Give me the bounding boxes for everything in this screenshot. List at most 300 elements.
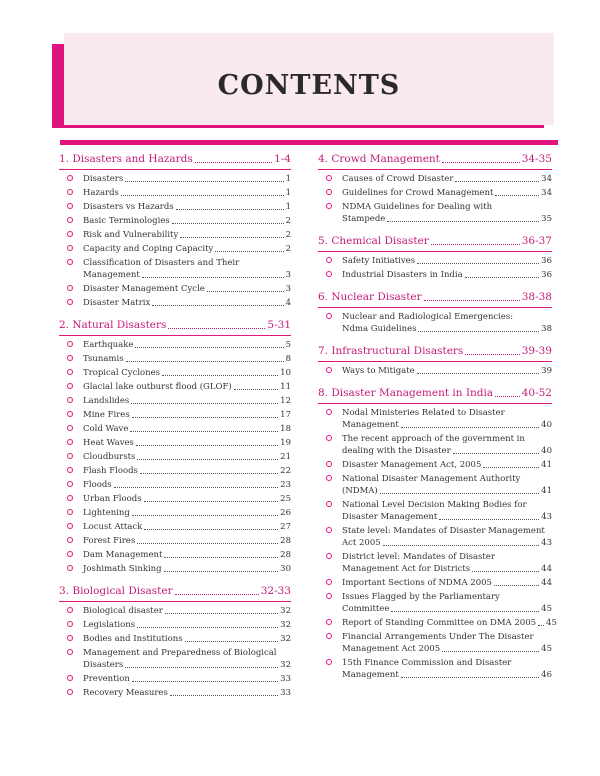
bullet-icon [67, 495, 73, 501]
toc-section [59, 318, 291, 575]
entry-title: Cloudbursts [83, 452, 136, 462]
entry-row [83, 605, 291, 617]
dot-leader [132, 681, 278, 682]
entry-page: 25 [280, 494, 291, 504]
toc-entry[interactable] [59, 229, 291, 241]
dot-leader [131, 403, 278, 404]
dot-leader [418, 331, 539, 332]
entry-page: 23 [280, 480, 291, 490]
toc-entry[interactable] [318, 631, 552, 655]
bullet-icon [67, 383, 73, 389]
toc-entry[interactable] [59, 339, 291, 351]
entry-row [342, 255, 552, 267]
dot-leader [172, 223, 284, 224]
section-pages: 40-52 [521, 387, 552, 399]
bullet-icon [67, 245, 73, 251]
entry-row [83, 283, 291, 295]
bullet-icon [67, 259, 73, 265]
dot-leader [424, 300, 520, 301]
toc-entry[interactable] [318, 473, 552, 497]
entry-title: Heat Waves [83, 438, 134, 448]
bullet-icon [67, 341, 73, 347]
entry-page: 2 [285, 216, 291, 226]
section-heading[interactable] [318, 234, 552, 252]
dot-leader [136, 445, 278, 446]
dot-leader [472, 571, 539, 572]
entry-title: Floods [83, 480, 112, 490]
entry-row [83, 243, 291, 255]
section-pages: 5-31 [267, 319, 291, 331]
dot-leader [144, 529, 278, 530]
bullet-icon [67, 439, 73, 445]
entry-title: Earthquake [83, 340, 134, 350]
toc-section [59, 584, 291, 699]
dot-leader [114, 487, 279, 488]
bullet-icon [326, 271, 332, 277]
bullet-icon [326, 527, 332, 533]
toc-entry[interactable] [59, 619, 291, 631]
entry-page: 33 [280, 674, 291, 684]
toc-entry[interactable] [318, 459, 552, 471]
entry-title: Act 2005 [342, 538, 381, 548]
dot-leader [215, 251, 283, 252]
entry-page: 1 [285, 174, 291, 184]
bullet-icon [67, 203, 73, 209]
bullet-icon [67, 649, 73, 655]
entry-row [83, 187, 291, 199]
toc-entry[interactable] [318, 499, 552, 523]
section-heading[interactable] [59, 318, 291, 336]
entry-title-line: National Level Decision Making Bodies for [342, 500, 527, 510]
entry-page: 1 [285, 188, 291, 198]
bullet-icon [67, 369, 73, 375]
entry-page: 3 [285, 284, 291, 294]
dot-leader [144, 501, 279, 502]
section-title: 1. Disasters and Hazards [59, 153, 193, 165]
bullet-icon [67, 285, 73, 291]
toc-entry[interactable] [59, 395, 291, 407]
toc-entry[interactable] [59, 451, 291, 463]
entry-row [342, 511, 552, 523]
entry-page: 2 [285, 230, 291, 240]
section-pages: 38-38 [521, 291, 552, 303]
entry-row [83, 507, 291, 519]
entry-row [83, 201, 291, 213]
section-pages: 36-37 [521, 235, 552, 247]
section-pages: 34-35 [521, 153, 552, 165]
entry-title: Lightening [83, 508, 130, 518]
dot-leader [494, 585, 539, 586]
entry-title: Glacial lake outburst flood (GLOF) [83, 382, 232, 392]
entry-title-line: Financial Arrangements Under The Disaster [342, 632, 534, 642]
dot-leader [465, 354, 519, 355]
entry-row [83, 535, 291, 547]
entry-title-line: Nodal Ministeries Related to Disaster [342, 408, 505, 418]
entry-row [342, 459, 552, 471]
toc-entry[interactable] [59, 243, 291, 255]
dot-leader [387, 221, 539, 222]
toc-entry[interactable] [59, 465, 291, 477]
toc-entry[interactable] [59, 687, 291, 699]
dot-leader [439, 519, 539, 520]
toc-entry[interactable] [318, 187, 552, 199]
toc-entry[interactable] [59, 381, 291, 393]
bullet-icon [67, 635, 73, 641]
dot-leader [455, 181, 539, 182]
bullet-icon [326, 189, 332, 195]
dot-leader [495, 195, 539, 196]
entry-row [342, 603, 552, 615]
entry-title: Important Sections of NDMA 2005 [342, 578, 492, 588]
entry-row [83, 353, 291, 365]
entry-row [83, 465, 291, 477]
dot-leader [137, 459, 278, 460]
bullet-icon [67, 425, 73, 431]
entry-page: 8 [285, 354, 291, 364]
toc-entry[interactable] [318, 657, 552, 681]
dot-leader [465, 277, 540, 278]
entry-title: Capacity and Coping Capacity [83, 244, 214, 254]
entry-row [83, 479, 291, 491]
entry-title-line: Nuclear and Radiological Emergencies: [342, 312, 514, 322]
entry-title-line: Issues Flagged by the Parliamentary [342, 592, 500, 602]
entry-page: 45 [541, 644, 552, 654]
toc-entry[interactable] [318, 269, 552, 281]
entry-row [83, 633, 291, 645]
entry-row [342, 669, 552, 681]
entry-title: Joshimath Sinking [83, 564, 162, 574]
entry-row [83, 673, 291, 685]
entry-title: Management [342, 420, 399, 430]
bullet-icon [67, 189, 73, 195]
entry-title: Disaster Matrix [83, 298, 151, 308]
dot-leader [431, 244, 520, 245]
entry-title-line: District level: Mandates of Disaster [342, 552, 495, 562]
dot-leader [137, 627, 278, 628]
toc-entry[interactable] [318, 201, 552, 225]
entry-row [83, 339, 291, 351]
dot-leader [442, 651, 539, 652]
dot-leader [195, 162, 272, 163]
entry-page: 26 [280, 508, 291, 518]
entry-title: Industrial Disasters in India [342, 270, 463, 280]
entry-row [83, 381, 291, 393]
toc-entry[interactable] [59, 673, 291, 685]
entry-title: Management Act 2005 [342, 644, 441, 654]
entry-row [342, 419, 552, 431]
toc-entry[interactable] [59, 605, 291, 617]
entry-page: 21 [280, 452, 291, 462]
entry-row [83, 521, 291, 533]
bullet-icon [67, 355, 73, 361]
bullet-icon [326, 579, 332, 585]
dot-leader [538, 625, 544, 626]
bullet-icon [67, 523, 73, 529]
entry-page: 44 [541, 564, 552, 574]
entry-title: Disasters vs Hazards [83, 202, 174, 212]
dot-leader [135, 347, 283, 348]
toc-entry[interactable] [59, 283, 291, 295]
entry-page: 32 [280, 634, 291, 644]
bullet-icon [67, 607, 73, 613]
entry-row [342, 563, 552, 575]
entry-title: Disaster Management [342, 512, 438, 522]
entry-page: 10 [280, 368, 291, 378]
toc-entry[interactable] [318, 407, 552, 431]
entry-page: 30 [280, 564, 291, 574]
section-title: 5. Chemical Disaster [318, 235, 429, 247]
bullet-icon [326, 203, 332, 209]
entry-title-line: The recent approach of the government in [342, 434, 525, 444]
entry-row [83, 297, 291, 309]
entry-title: Cold Wave [83, 424, 129, 434]
bullet-icon [326, 461, 332, 467]
dot-leader [165, 613, 278, 614]
toc-entry[interactable] [59, 647, 291, 671]
toc-entry[interactable] [59, 173, 291, 185]
section-heading[interactable] [318, 344, 552, 362]
entry-page: 45 [546, 618, 557, 628]
toc-entry[interactable] [318, 577, 552, 589]
bullet-icon [326, 313, 332, 319]
entry-title: Tropical Cyclones [83, 368, 161, 378]
entry-row [342, 537, 552, 549]
entry-title-line: State level: Mandates of Disaster Management [342, 526, 545, 536]
toc-entry[interactable] [318, 525, 552, 549]
toc-entry[interactable] [59, 409, 291, 421]
toc-entry[interactable] [59, 297, 291, 309]
bullet-icon [67, 397, 73, 403]
entry-title: Guidelines for Crowd Management [342, 188, 494, 198]
toc-entry[interactable] [59, 423, 291, 435]
toc-entry[interactable] [59, 187, 291, 199]
entry-page: 1 [285, 202, 291, 212]
dot-leader [380, 493, 539, 494]
bullet-icon [326, 409, 332, 415]
toc-entry[interactable] [59, 353, 291, 365]
entry-row [342, 577, 552, 589]
bullet-icon [67, 217, 73, 223]
entry-title: Causes of Crowd Disaster [342, 174, 454, 184]
entry-title: Disaster Management Act, 2005 [342, 460, 482, 470]
entry-page: 12 [280, 396, 291, 406]
entry-page: 45 [541, 604, 552, 614]
entry-page: 36 [541, 256, 552, 266]
entry-row [342, 485, 552, 497]
entry-row [83, 451, 291, 463]
entry-page: 46 [541, 670, 552, 680]
entry-title: Stampede [342, 214, 386, 224]
entry-page: 2 [285, 244, 291, 254]
entry-page: 18 [280, 424, 291, 434]
section-title: 4. Crowd Management [318, 153, 440, 165]
dot-leader [383, 545, 540, 546]
dot-leader [483, 467, 539, 468]
entry-title: Ndma Guidelines [342, 324, 417, 334]
entry-page: 17 [280, 410, 291, 420]
entry-page: 36 [541, 270, 552, 280]
toc-left-column [59, 152, 291, 708]
section-title: 7. Infrastructural Disasters [318, 345, 464, 357]
toc-entry[interactable] [59, 493, 291, 505]
bullet-icon [67, 231, 73, 237]
bullet-icon [67, 453, 73, 459]
bullet-icon [67, 175, 73, 181]
entry-title: Committee [342, 604, 390, 614]
entry-row [83, 437, 291, 449]
section-title: 8. Disaster Management in India [318, 387, 494, 399]
entry-title: Flash Floods [83, 466, 138, 476]
entry-title-line: National Disaster Management Authority [342, 474, 521, 484]
section-heading[interactable] [318, 290, 552, 308]
dot-leader [125, 181, 283, 182]
toc-section [318, 344, 552, 377]
entry-title: Landslides [83, 396, 130, 406]
dot-leader [162, 375, 278, 376]
entry-page: 33 [280, 688, 291, 698]
entry-title: Biological disaster [83, 606, 163, 616]
toc-entry[interactable] [59, 535, 291, 547]
toc-entry[interactable] [318, 551, 552, 575]
bullet-icon [67, 551, 73, 557]
entry-page: 40 [541, 420, 552, 430]
entry-title: Management Act for Districts [342, 564, 471, 574]
entry-row [83, 269, 291, 281]
section-title: 2. Natural Disasters [59, 319, 167, 331]
entry-page: 43 [541, 512, 552, 522]
toc-entry[interactable] [59, 215, 291, 227]
entry-page: 40 [541, 446, 552, 456]
entry-title: dealing with the Disaster [342, 446, 451, 456]
entry-title-line: 15th Finance Commission and Disaster [342, 658, 512, 668]
dot-leader [185, 641, 279, 642]
entry-row [83, 687, 291, 699]
dot-leader [164, 571, 279, 572]
section-heading[interactable] [318, 386, 552, 404]
entry-page: 28 [280, 536, 291, 546]
entry-page: 5 [285, 340, 291, 350]
toc-entry[interactable] [318, 591, 552, 615]
toc-entry[interactable] [318, 433, 552, 457]
entry-page: 44 [541, 578, 552, 588]
bullet-icon [326, 619, 332, 625]
section-heading[interactable] [59, 152, 291, 170]
entry-page: 34 [541, 188, 552, 198]
section-pages: 39-39 [521, 345, 552, 357]
toc-entry[interactable] [59, 549, 291, 561]
toc-entry[interactable] [59, 633, 291, 645]
bullet-icon [67, 467, 73, 473]
dot-leader [170, 695, 278, 696]
entry-page: 3 [285, 270, 291, 280]
entry-page: 39 [541, 366, 552, 376]
dot-leader [125, 667, 278, 668]
entry-page: 32 [280, 660, 291, 670]
entry-title: Report of Standing Committee on DMA 2005 [342, 618, 537, 628]
toc-entry[interactable] [318, 617, 557, 629]
dot-leader [401, 427, 539, 428]
bullet-icon [326, 553, 332, 559]
entry-title: Disasters [83, 174, 124, 184]
entry-row [342, 365, 552, 377]
bullet-icon [326, 435, 332, 441]
bullet-icon [326, 257, 332, 263]
toc-entry[interactable] [318, 173, 552, 185]
entry-row [83, 563, 291, 575]
entry-page: 19 [280, 438, 291, 448]
entry-title: Prevention [83, 674, 130, 684]
bullet-icon [67, 675, 73, 681]
section-heading[interactable] [318, 152, 552, 170]
entry-row [83, 215, 291, 227]
toc-entry[interactable] [59, 479, 291, 491]
dot-leader [417, 373, 539, 374]
entry-page: 35 [541, 214, 552, 224]
entry-page: 11 [280, 382, 291, 392]
entry-title: Disasters [83, 660, 124, 670]
section-heading[interactable] [59, 584, 291, 602]
bullet-icon [326, 175, 332, 181]
toc-entry[interactable] [59, 201, 291, 213]
toc-entry[interactable] [59, 437, 291, 449]
entry-page: 28 [280, 550, 291, 560]
dot-leader [180, 237, 283, 238]
entry-title: Bodies and Institutions [83, 634, 183, 644]
entry-title: (NDMA) [342, 486, 378, 496]
entry-title: Disaster Management Cycle [83, 284, 205, 294]
entry-page: 4 [285, 298, 291, 308]
entry-title: Management [83, 270, 140, 280]
entry-row [83, 229, 291, 241]
dot-leader [168, 328, 265, 329]
bullet-icon [326, 475, 332, 481]
bullet-icon [67, 689, 73, 695]
entry-row [83, 549, 291, 561]
bullet-icon [326, 633, 332, 639]
toc-entry[interactable] [59, 507, 291, 519]
entry-row [342, 173, 552, 185]
entry-title: Mine Fires [83, 410, 130, 420]
section-title: 3. Biological Disaster [59, 585, 173, 597]
toc-entry[interactable] [59, 367, 291, 379]
entry-title: Urban Floods [83, 494, 142, 504]
toc-entry[interactable] [59, 257, 291, 281]
bullet-icon [67, 565, 73, 571]
toc-entry[interactable] [59, 521, 291, 533]
toc-section [318, 234, 552, 281]
bullet-icon [67, 621, 73, 627]
toc-entry[interactable] [318, 311, 552, 335]
toc-entry[interactable] [318, 365, 552, 377]
entry-row [342, 323, 552, 335]
bullet-icon [67, 509, 73, 515]
entry-page: 32 [280, 606, 291, 616]
toc-entry[interactable] [318, 255, 552, 267]
dot-leader [234, 389, 279, 390]
entry-title-line: Classification of Disasters and Their [83, 258, 240, 268]
dot-leader [142, 277, 284, 278]
toc-entry[interactable] [59, 563, 291, 575]
bullet-icon [67, 299, 73, 305]
entry-row [342, 445, 552, 457]
entry-title: Legislations [83, 620, 136, 630]
entry-page: 43 [541, 538, 552, 548]
dot-leader [132, 417, 278, 418]
dot-leader [126, 361, 284, 362]
page-title: CONTENTS [217, 70, 401, 101]
entry-title-line: Management and Preparedness of Biological [83, 648, 277, 658]
toc-section [318, 152, 552, 225]
